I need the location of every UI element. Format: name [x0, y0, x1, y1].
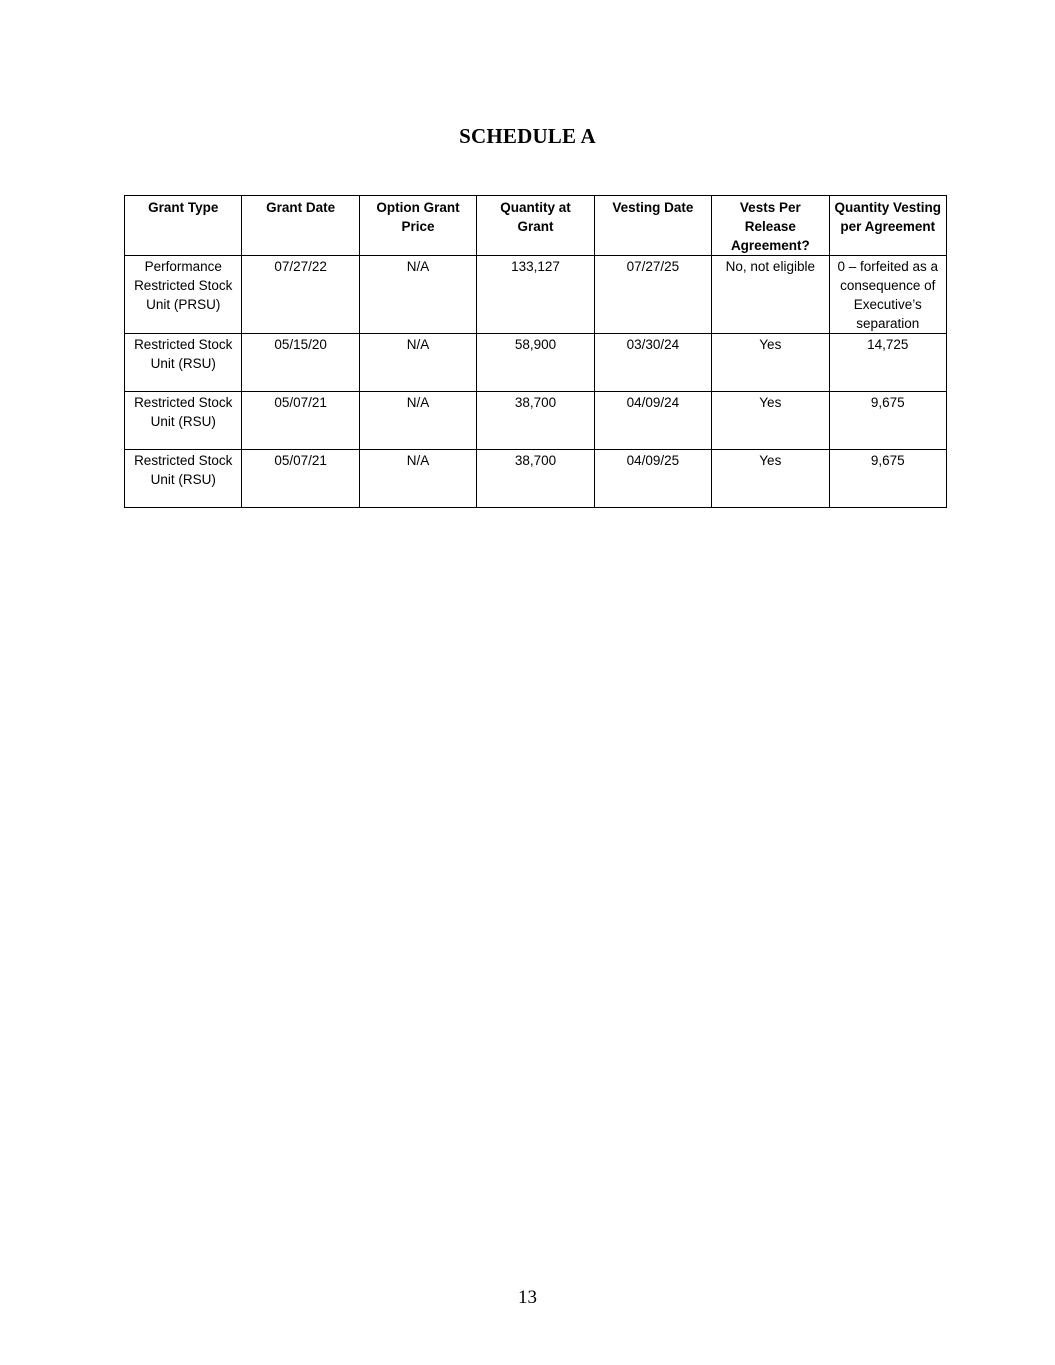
table-row: [125, 450, 947, 508]
grant-schedule-table: [124, 195, 947, 508]
cell-grant-date: 07/27/22: [242, 256, 359, 334]
cell-quantity-at-grant: 58,900: [477, 334, 594, 392]
cell-grant-date: 05/07/21: [242, 450, 359, 508]
header-vests-per-release: Vests Per Release Agreement?: [712, 196, 829, 256]
table-header-row: [125, 196, 947, 256]
page-number: 13: [518, 1287, 537, 1308]
cell-grant-date: 05/15/20: [242, 334, 359, 392]
table-row: [125, 256, 947, 334]
header-option-grant-price: Option Grant Price: [359, 196, 476, 256]
table-row: [125, 334, 947, 392]
header-quantity-at-grant: Quantity at Grant: [477, 196, 594, 256]
cell-option-grant-price: N/A: [359, 450, 476, 508]
cell-quantity-at-grant: 38,700: [477, 450, 594, 508]
cell-quantity-at-grant: 133,127: [477, 256, 594, 334]
cell-vests-per-release: Yes: [712, 392, 829, 450]
header-vesting-date: Vesting Date: [594, 196, 711, 256]
cell-vesting-date: 04/09/24: [594, 392, 711, 450]
cell-vests-per-release: Yes: [712, 450, 829, 508]
page-title: SCHEDULE A: [459, 124, 596, 148]
cell-grant-type: Restricted Stock Unit (RSU): [125, 392, 242, 450]
cell-quantity-at-grant: 38,700: [477, 392, 594, 450]
header-grant-date: Grant Date: [242, 196, 359, 256]
cell-vesting-date: 04/09/25: [594, 450, 711, 508]
header-grant-type: Grant Type: [125, 196, 242, 256]
cell-option-grant-price: N/A: [359, 334, 476, 392]
table-row: [125, 392, 947, 450]
cell-grant-type: Restricted Stock Unit (RSU): [125, 450, 242, 508]
cell-grant-type: Restricted Stock Unit (RSU): [125, 334, 242, 392]
cell-quantity-vesting: 14,725: [829, 334, 946, 392]
cell-grant-type: Performance Restricted Stock Unit (PRSU): [125, 256, 242, 334]
cell-quantity-vesting: 9,675: [829, 392, 946, 450]
header-quantity-vesting: Quantity Vesting per Agreement: [829, 196, 946, 256]
cell-option-grant-price: N/A: [359, 256, 476, 334]
cell-quantity-vesting: 9,675: [829, 450, 946, 508]
cell-grant-date: 05/07/21: [242, 392, 359, 450]
cell-vesting-date: 03/30/24: [594, 334, 711, 392]
cell-vests-per-release: No, not eligible: [712, 256, 829, 334]
cell-vests-per-release: Yes: [712, 334, 829, 392]
cell-option-grant-price: N/A: [359, 392, 476, 450]
cell-quantity-vesting: 0 – forfeited as a consequence of Executive’s separation: [829, 256, 946, 334]
cell-vesting-date: 07/27/25: [594, 256, 711, 334]
